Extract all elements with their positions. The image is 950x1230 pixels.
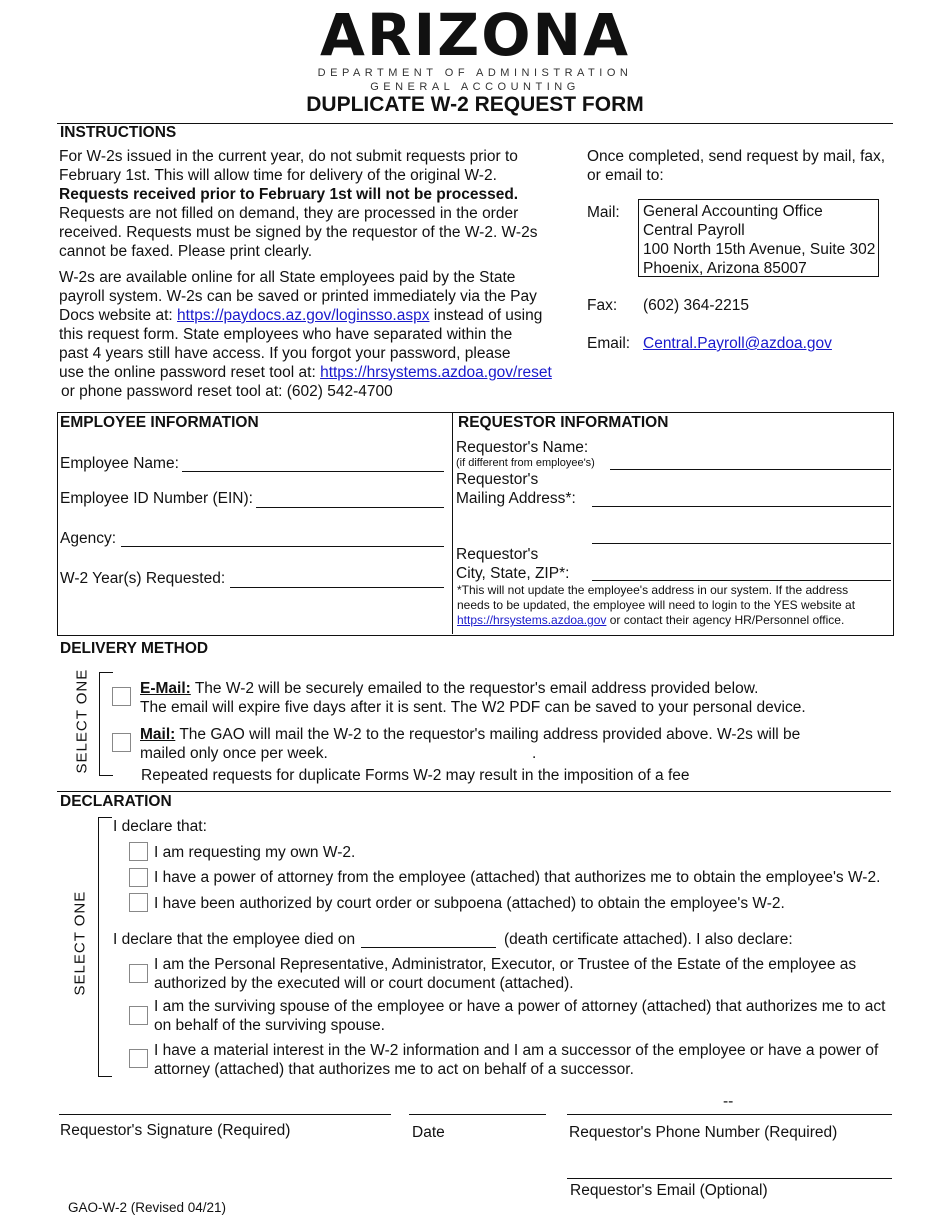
note-line: needs to be updated, the employee will need to login to the YES website at	[457, 598, 856, 612]
fax-label: Fax:	[587, 297, 618, 314]
reset-line	[59, 363, 579, 382]
requestor-name-field[interactable]	[610, 469, 891, 470]
warning-line: Requests received prior to February 1st will not be processed.	[59, 186, 519, 203]
hrsystems-link[interactable]: https://hrsystems.azdoa.gov	[457, 613, 607, 627]
reset-link[interactable]: https://hrsystems.azdoa.gov/reset	[320, 364, 552, 381]
address-line: 100 North 15th Avenue, Suite 302	[643, 241, 876, 258]
surviving-spouse-checkbox[interactable]	[129, 1006, 148, 1025]
text-line: The email will expire five days after it is sent. The W2 PDF can be saved to your personal device.	[140, 699, 806, 716]
instructions-paragraph-2	[59, 268, 579, 401]
delivery-select-one: SELECT ONE	[73, 668, 91, 774]
employee-name-field[interactable]	[182, 471, 444, 472]
text-line: I am the Personal Representative, Administrator, Executor, or Trustee of the Estate of the employee as	[154, 956, 857, 973]
address-line: Central Payroll	[643, 222, 745, 239]
label-line: City, State, ZIP*:	[456, 565, 570, 582]
agency-label: Agency:	[60, 530, 117, 547]
stray-dot: .	[532, 745, 537, 762]
w2-year-label: W-2 Year(s) Requested:	[60, 570, 226, 587]
mail-delivery-option	[140, 725, 800, 763]
ein-field[interactable]	[256, 507, 444, 508]
phone-label: Requestor's Phone Number (Required)	[569, 1124, 838, 1141]
power-of-attorney-option: I have a power of attorney from the employee (attached) that authorizes me to obtain the employee's W-2.	[154, 869, 881, 886]
date-label: Date	[412, 1124, 445, 1141]
text-span: The GAO will mail the W-2 to the requestor's mailing address provided above. W-2s will be	[175, 726, 801, 743]
requestor-city-field[interactable]	[592, 580, 891, 581]
employee-heading: EMPLOYEE INFORMATION	[60, 414, 259, 431]
signature-label: Requestor's Signature (Required)	[60, 1122, 291, 1139]
died-suffix: (death certificate attached). I also declare:	[504, 931, 793, 948]
agency-field[interactable]	[121, 546, 444, 547]
paydocs-link[interactable]: https://paydocs.az.gov/loginsso.aspx	[177, 307, 430, 324]
logo-subtitle-2: GENERAL ACCOUNTING	[370, 81, 580, 93]
requestor-name-note: (if different from employee's)	[456, 457, 595, 469]
text-line: February 1st. This will allow time for delivery of the original W-2.	[59, 167, 497, 184]
personal-representative-checkbox[interactable]	[129, 964, 148, 983]
court-order-checkbox[interactable]	[129, 893, 148, 912]
date-of-death-field[interactable]	[361, 947, 496, 948]
declaration-heading: DECLARATION	[60, 793, 172, 810]
form-title: DUPLICATE W-2 REQUEST FORM	[306, 93, 644, 116]
title-rule	[57, 123, 893, 124]
mail-delivery-checkbox[interactable]	[112, 733, 131, 752]
text-line: past 4 years still have access. If you forgot your password, please	[59, 345, 511, 362]
text-line: Requests are not filled on demand, they are processed in the order	[59, 205, 519, 222]
text-line: mailed only once per week.	[140, 745, 328, 762]
email-delivery-checkbox[interactable]	[112, 687, 131, 706]
requestor-email-field[interactable]	[567, 1178, 892, 1179]
instructions-heading: INSTRUCTIONS	[60, 124, 177, 141]
note-line	[457, 613, 889, 628]
power-of-attorney-checkbox[interactable]	[129, 868, 148, 887]
requestor-address-field-1[interactable]	[592, 506, 891, 507]
form-id: GAO-W-2 (Revised 04/21)	[68, 1200, 227, 1215]
fee-notice: Repeated requests for duplicate Forms W-2 may result in the imposition of a fee	[141, 767, 690, 784]
text-line: Once completed, send request by mail, fax,	[587, 148, 886, 165]
date-field[interactable]	[409, 1114, 546, 1115]
text-span: or contact their agency HR/Personnel office.	[606, 613, 845, 627]
note-line: *This will not update the employee's address in our system. If the address	[457, 583, 849, 597]
surviving-spouse-option	[154, 997, 885, 1035]
logo-title: ARIZONA	[320, 1, 630, 69]
label-line: Requestor's	[456, 471, 539, 488]
email-label: Email:	[587, 335, 631, 352]
ein-label: Employee ID Number (EIN):	[60, 490, 253, 507]
agency-logo	[0, 1, 950, 94]
requestor-address-field-2[interactable]	[592, 543, 891, 544]
text-line: W-2s are available online for all State employees paid by the State	[59, 269, 516, 286]
text-span: instead of using	[429, 307, 543, 324]
address-line: General Accounting Office	[643, 203, 823, 220]
declaration-select-one: SELECT ONE	[71, 890, 89, 996]
phone-dash: --	[723, 1093, 734, 1110]
instructions-paragraph-1	[59, 147, 579, 261]
delivery-rule	[57, 791, 891, 792]
label-line: Mailing Address*:	[456, 490, 576, 507]
text-line: attorney (attached) that authorizes me to act on behalf of a successor.	[154, 1061, 634, 1078]
requestor-email-label: Requestor's Email (Optional)	[570, 1182, 768, 1199]
text-line: or email to:	[587, 167, 664, 184]
signature-field[interactable]	[59, 1114, 391, 1115]
delivery-bracket	[99, 672, 113, 776]
logo-subtitle-1: DEPARTMENT OF ADMINISTRATION	[317, 67, 633, 79]
text-span: Docs website at:	[59, 307, 178, 324]
w2-year-field[interactable]	[230, 587, 444, 588]
phone-field[interactable]	[567, 1114, 892, 1115]
text-line: received. Requests must be signed by the requestor of the W-2. W-2s	[59, 224, 538, 241]
requestor-heading: REQUESTOR INFORMATION	[458, 414, 669, 431]
delivery-heading: DELIVERY METHOD	[60, 640, 209, 657]
phone-reset-line: or phone password reset tool at: (602) 542-4700	[61, 383, 393, 400]
text-line: cannot be faxed. Please print clearly.	[59, 243, 313, 260]
requestor-address-label	[456, 470, 576, 508]
personal-representative-option	[154, 955, 856, 993]
requestor-name-label: Requestor's Name:	[456, 439, 589, 456]
text-line: on behalf of the surviving spouse.	[154, 1017, 385, 1034]
text-line: For W-2s issued in the current year, do not submit requests prior to	[59, 148, 518, 165]
court-order-option: I have been authorized by court order or subpoena (attached) to obtain the employee's W-2.	[154, 895, 785, 912]
text-line: authorized by the executed will or court document (attached).	[154, 975, 574, 992]
info-table-divider	[452, 412, 453, 634]
text-span: The W-2 will be securely emailed to the requestor's email address provided below.	[190, 680, 759, 697]
mail-label: Mail:	[587, 204, 620, 221]
email-delivery-option	[140, 679, 806, 717]
fax-value: (602) 364-2215	[643, 297, 749, 314]
own-w2-checkbox[interactable]	[129, 842, 148, 861]
text-line: payroll system. W-2s can be saved or printed immediately via the Pay	[59, 288, 537, 305]
material-interest-checkbox[interactable]	[129, 1049, 148, 1068]
send-intro	[587, 147, 907, 185]
requestor-city-label	[456, 545, 569, 583]
label-line: Requestor's	[456, 546, 539, 563]
declare-intro: I declare that:	[113, 818, 207, 835]
text-line: I am the surviving spouse of the employee or have a power of attorney (attached) that authorizes me to act	[154, 998, 886, 1015]
paydocs-line	[59, 306, 579, 325]
text-line: I have a material interest in the W-2 information and I am a successor of the employee or have a power of	[154, 1042, 879, 1059]
address-note	[457, 583, 889, 628]
declaration-bracket	[98, 817, 112, 1077]
text-line: this request form. State employees who have separated within the	[59, 326, 513, 343]
email-delivery-title: E-Mail:	[140, 680, 191, 697]
material-interest-option	[154, 1041, 878, 1079]
mail-address-box	[638, 199, 879, 277]
own-w2-option: I am requesting my own W-2.	[154, 844, 356, 861]
text-span: use the online password reset tool at:	[59, 364, 321, 381]
email-link[interactable]: Central.Payroll@azdoa.gov	[643, 335, 832, 352]
employee-name-label: Employee Name:	[60, 455, 179, 472]
address-line: Phoenix, Arizona 85007	[643, 260, 807, 277]
mail-delivery-title: Mail:	[140, 726, 176, 743]
died-prefix: I declare that the employee died on	[113, 931, 356, 948]
